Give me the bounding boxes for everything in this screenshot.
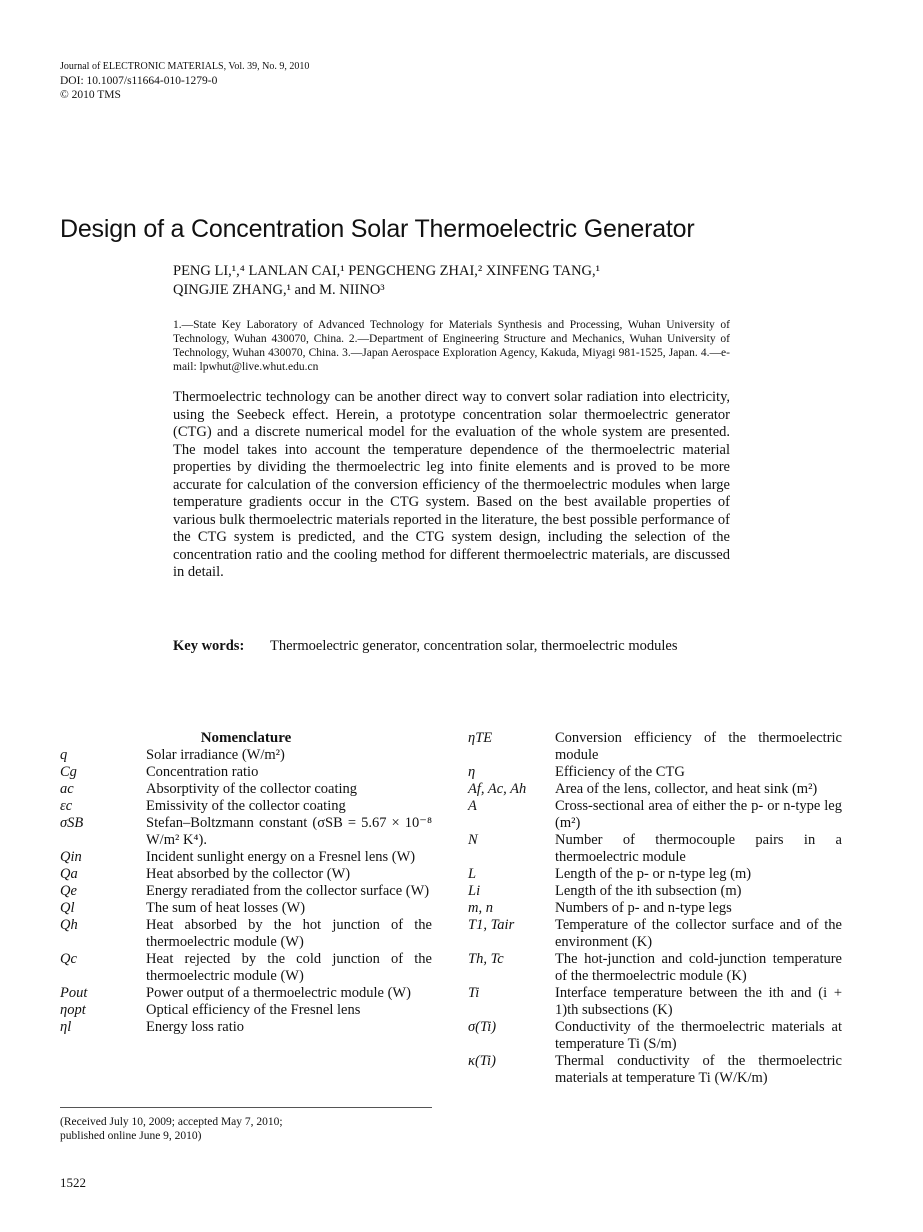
nomenclature-definition: Area of the lens, collector, and heat sink (m²) [555,781,818,797]
nomenclature-definition: Stefan–Boltzmann constant (σSB = 5.67 × 10⁻⁸ W/m² K⁴). [146,815,432,848]
nomenclature-row [60,1002,432,1019]
author-line-2: QINGJIE ZHANG,¹ and M. NIINO³ [173,282,385,298]
paper-title: Design of a Concentration Solar Thermoelectric Generator [60,214,695,243]
nomenclature-symbol: q [60,747,68,763]
nomenclature-symbol: A [468,798,477,814]
nomenclature-row [60,985,432,1002]
nomenclature-definition: Efficiency of the CTG [555,764,685,780]
nomenclature-row [468,917,842,951]
nomenclature-right-column [468,730,842,1087]
nomenclature-definition: Power output of a thermoelectric module (W) [146,985,411,1001]
nomenclature-row [468,883,842,900]
nomenclature-definition: Heat rejected by the cold junction of the thermoelectric module (W) [146,951,432,984]
nomenclature-row [60,849,432,866]
nomenclature-symbol: ac [60,781,74,797]
nomenclature-symbol: Af, Ac, Ah [468,781,527,797]
received-line-2: published online June 9, 2010) [60,1130,202,1142]
nomenclature-definition: Energy loss ratio [146,1019,244,1035]
nomenclature-row [60,951,432,985]
nomenclature-definition: Length of the p- or n-type leg (m) [555,866,752,882]
nomenclature-definition: Emissivity of the collector coating [146,798,346,814]
nomenclature-row [60,815,432,849]
nomenclature-symbol: m, n [468,900,493,916]
nomenclature-symbol: ηTE [468,730,493,746]
page-number: 1522 [60,1175,86,1190]
nomenclature-row [60,764,432,781]
nomenclature-left-column [60,747,432,1036]
doi: DOI: 10.1007/s11664-010-1279-0 [60,75,218,87]
nomenclature-row [468,730,842,764]
nomenclature-symbol: κ(Ti) [468,1053,496,1069]
nomenclature-definition: Thermal conductivity of the thermoelectric materials at temperature Ti (W/K/m) [555,1053,842,1086]
received-dates [60,1115,432,1143]
nomenclature-symbol: T1, Tair [468,917,515,933]
nomenclature-row [468,832,842,866]
nomenclature-symbol: Cg [60,764,77,780]
nomenclature-row [468,764,842,781]
nomenclature-symbol: Qh [60,917,78,933]
nomenclature-symbol: εc [60,798,73,814]
nomenclature-row [468,900,842,917]
nomenclature-definition: Absorptivity of the collector coating [146,781,358,797]
nomenclature-definition: Solar irradiance (W/m²) [146,747,285,763]
author-line-1: PENG LI,¹,⁴ LANLAN CAI,¹ PENGCHENG ZHAI,² XINFENG TANG,¹ [173,263,600,279]
nomenclature-row [468,951,842,985]
nomenclature-definition: Numbers of p- and n-type legs [555,900,732,916]
affiliations: 1.—State Key Laboratory of Advanced Technology for Materials Synthesis and Processing, Wuhan University of Technology, Wuhan 430070, China. 2.—Department of Engineering Structure and Mechanics, Wuhan University of Technology, Wuhan 430070, China. 3.—Japan Aerospace Exploration Agency, Kakuda, Miyagi 981-1525, Japan. 4.—e-mail: lpwhut@live.whut.edu.cn [173,319,730,373]
nomenclature-row [468,866,842,883]
nomenclature-row [60,781,432,798]
nomenclature-row [60,866,432,883]
nomenclature-symbol: Qe [60,883,77,899]
nomenclature-row [60,900,432,917]
nomenclature-definition: Conversion efficiency of the thermoelectric module [555,730,842,763]
nomenclature-definition: Optical efficiency of the Fresnel lens [146,1002,361,1018]
nomenclature-definition: Incident sunlight energy on a Fresnel lens (W) [146,849,416,865]
nomenclature-definition: Cross-sectional area of either the p- or n-type leg (m²) [555,798,842,831]
nomenclature-definition: Length of the ith subsection (m) [555,883,742,899]
copyright: © 2010 TMS [60,89,121,101]
nomenclature-row [468,1019,842,1053]
nomenclature-row [60,1019,432,1036]
nomenclature-row [468,985,842,1019]
nomenclature-symbol: Th, Tc [468,951,504,967]
nomenclature-row [468,798,842,832]
nomenclature-definition: Conductivity of the thermoelectric materials at temperature Ti (S/m) [555,1019,842,1052]
nomenclature-symbol: Ql [60,900,75,916]
nomenclature-definition: The hot-junction and cold-junction temperature of the thermoelectric module (K) [555,951,842,984]
nomenclature-definition: Energy reradiated from the collector surface (W) [146,883,430,899]
nomenclature-symbol: ηl [60,1019,72,1035]
journal-citation: Journal of ELECTRONIC MATERIALS, Vol. 39, No. 9, 2010 [60,61,310,72]
nomenclature-row [60,798,432,815]
nomenclature-symbol: N [468,832,478,848]
journal-header [60,60,309,102]
nomenclature-symbol: Qa [60,866,78,882]
nomenclature-symbol: Qin [60,849,82,865]
received-line-1: (Received July 10, 2009; accepted May 7, 2010; [60,1116,283,1128]
author-list [173,262,733,300]
abstract: Thermoelectric technology can be another direct way to convert solar radiation into electricity, using the Seebeck effect. Herein, a prototype concentration solar thermoelectric generator (CTG) and a discrete numerical model for the evaluation of the whole system are presented. The model takes into account the temperature dependence of the thermoelectric material properties by dividing the thermoelectric leg into finite elements and is proved to be more accurate for calculation of the conversion efficiency of the thermoelectric modules when large temperature gradients occur in the CTG system. Based on the best available properties of various bulk thermoelectric materials reported in the literature, the best possible performance of the CTG system is predicted, and the CTG system design, including the selection of the concentration ratio and the cooling method for different thermoelectric materials, are discussed in detail. [173,389,730,580]
nomenclature-row [60,883,432,900]
nomenclature-symbol: σSB [60,815,84,831]
footnote-divider [60,1107,432,1108]
nomenclature-symbol: Li [468,883,481,899]
keywords [173,637,730,655]
nomenclature-symbol: Qc [60,951,77,967]
nomenclature-definition: Heat absorbed by the hot junction of the thermoelectric module (W) [146,917,432,950]
nomenclature-definition: The sum of heat losses (W) [146,900,306,916]
keywords-label: Key words: [173,638,245,654]
nomenclature-definition: Concentration ratio [146,764,259,780]
nomenclature-row [468,1053,842,1087]
nomenclature-symbol: L [468,866,477,882]
nomenclature-row [468,781,842,798]
nomenclature-definition: Heat absorbed by the collector (W) [146,866,351,882]
keywords-text: Thermoelectric generator, concentration solar, thermoelectric modules [270,638,678,654]
nomenclature-symbol: ηopt [60,1002,86,1018]
nomenclature-symbol: σ(Ti) [468,1019,497,1035]
nomenclature-row [60,917,432,951]
nomenclature-symbol: Ti [468,985,480,1001]
nomenclature-title: Nomenclature [200,730,292,746]
nomenclature-definition: Temperature of the collector surface and of the environment (K) [555,917,842,950]
nomenclature-definition: Number of thermocouple pairs in a thermoelectric module [555,832,842,865]
nomenclature-symbol: Pout [60,985,88,1001]
nomenclature-definition: Interface temperature between the ith and (i + 1)th subsections (K) [555,985,842,1018]
nomenclature-symbol: η [468,764,476,780]
nomenclature-row [60,747,432,764]
